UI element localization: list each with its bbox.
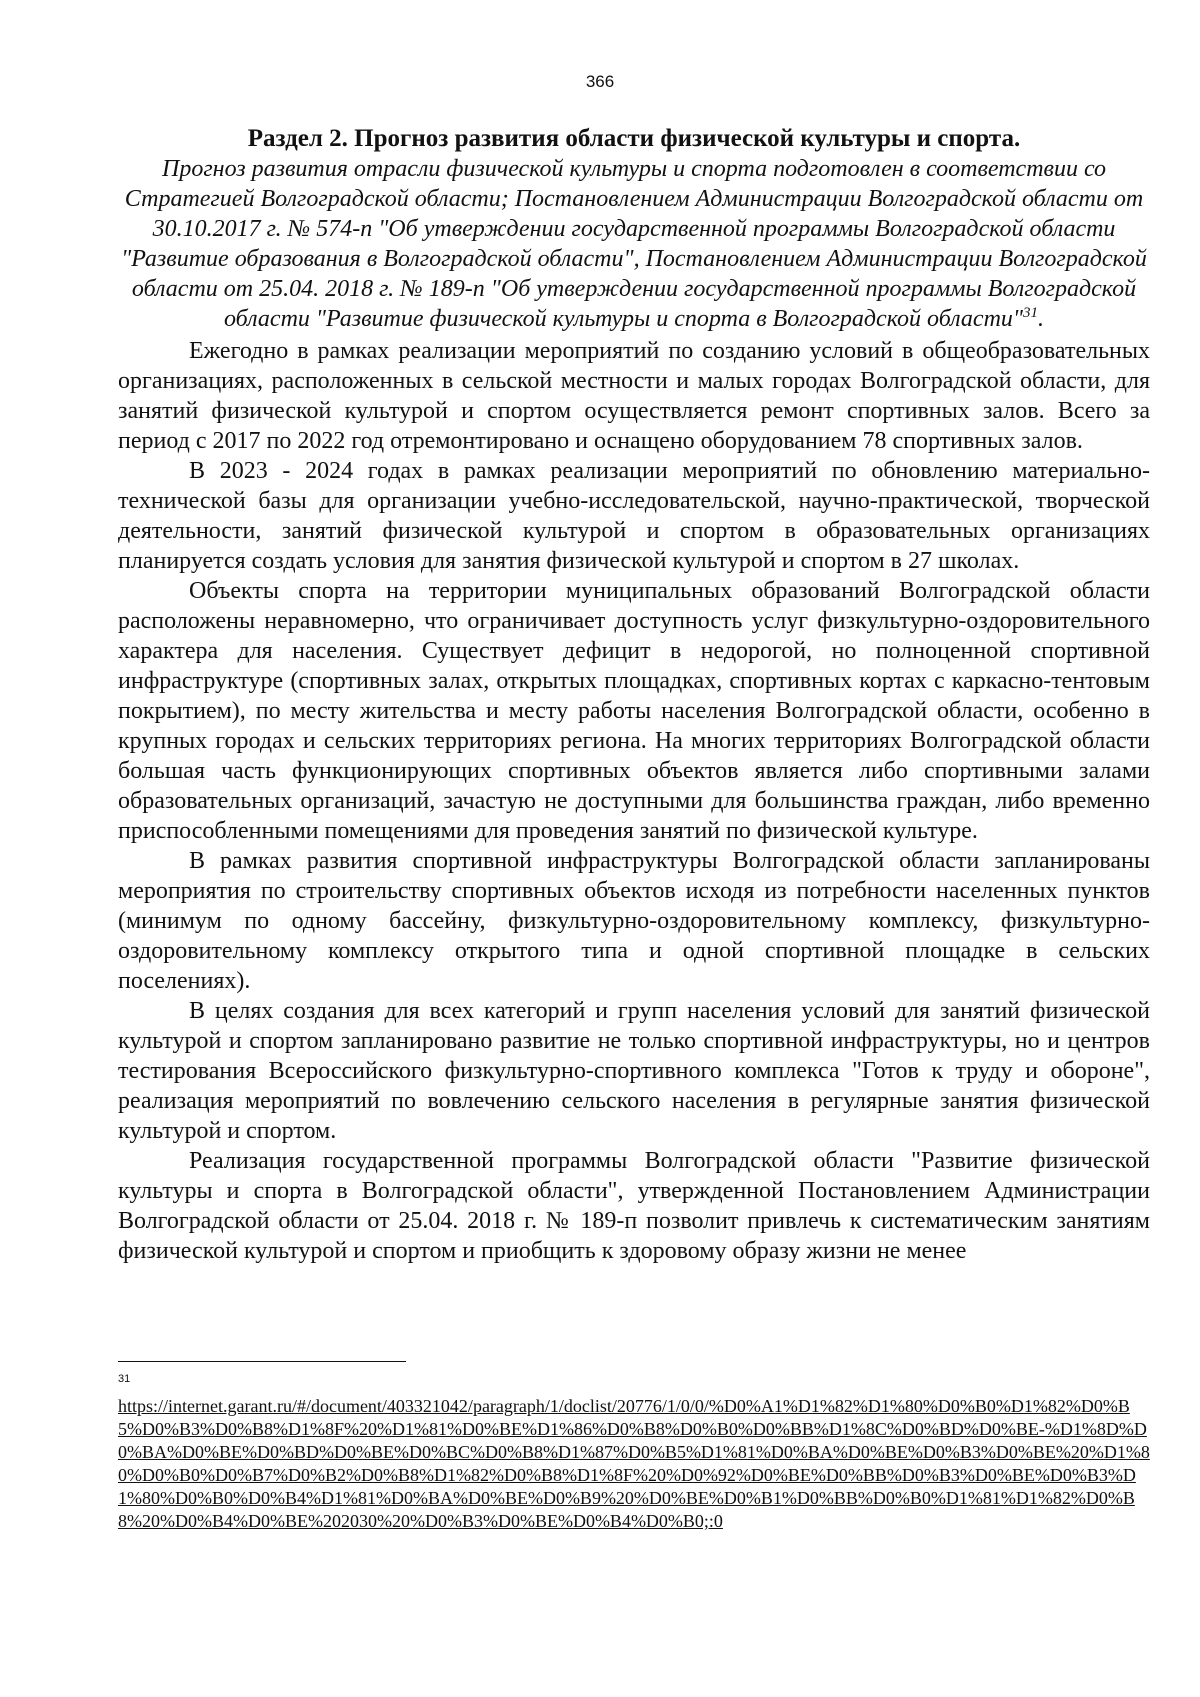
footnote-marker: 31: [118, 1373, 131, 1385]
page-number: 366: [585, 72, 615, 91]
epigraph-text: Прогноз развития отрасли физической культуры и спорта подготовлен в соответствии со Стратегией Волгоградской области; Постановлением Администрации Волгоградской области от 30.10.2017 г. № 574-п "Об утверждении государственной программы Волгоградской области "Развитие образования в Волгоградской области", Постановлением Администрации Волгоградской области от 25.04. 2018 г. № 189-п "Об утверждении государственной программы Волгоградской области "Развитие физической культуры и спорта в Волгоградской области": [121, 156, 1147, 332]
paragraph-gto-centers: В целях создания для всех категорий и групп населения условий для занятий физической культурой и спортом запланировано развитие не только спортивной инфраструктуры, но и центров тестирования Всероссийского физкультурно-спортивного комплекса "Готов к труду и обороне", реализация мероприятий по вовлечению сельского населения в регулярные занятия физической культурой и спортом.: [118, 998, 1150, 1144]
paragraph-program-implementation: Реализация государственной программы Волгоградской области "Развитие физической культуры и спорта в Волгоградской области", утвержденной Постановлением Администрации Волгоградской области от 25.04. 2018 г. № 189-п позволит привлечь к систематическим занятиям физической культурой и спортом и приобщить к здоровому образу жизни не менее: [118, 1148, 1150, 1264]
paragraph-gym-repairs: Ежегодно в рамках реализации мероприятий по созданию условий в общеобразовательных организациях, расположенных в сельской местности и малых городах Волгоградской области, для занятий физической культурой и спортом осуществляется ремонт спортивных залов. Всего за период с 2017 по 2022 год отремонтировано и оснащено оборудованием 78 спортивных залов.: [118, 338, 1150, 454]
epigraph: [118, 154, 1150, 334]
paragraph-infrastructure-plans: В рамках развития спортивной инфраструктуры Волгоградской области запланированы мероприятия по строительству спортивных объектов исходя из потребности населенных пунктов (минимум по одному бассейну, физкультурно-оздоровительному комплексу, физкультурно-оздоровительному комплексу открытого типа и одной спортивной площадке в сельских поселениях).: [118, 848, 1150, 994]
footnote-divider: [118, 1361, 406, 1362]
epigraph-end: .: [1037, 306, 1044, 332]
footnote-reference[interactable]: 31: [1022, 305, 1038, 321]
footnote-link[interactable]: https://internet.garant.ru/#/document/403321042/paragraph/1/doclist/20776/1/0/0/%D0%A1%D1%82%D1%80%D0%B0%D1%82%D0%B5%D0%B3%D0%B8%D1%8F%20%D1%81%D0%BE%D1%86%D0%B8%D0%B0%D0%BB%D1%8C%D0%BD%D0%BE-%D1%8D%D0%BA%D0%BE%D0%BD%D0%BE%D0%BC%D0%B8%D1%87%D0%B5%D1%81%D0%BA%D0%BE%D0%B3%D0%BE%20%D1%80%D0%B0%D0%B7%D0%B2%D0%B8%D1%82%D0%B8%D1%8F%20%D0%92%D0%BE%D0%BB%D0%B3%D0%BE%D0%B3%D1%80%D0%B0%D0%B4%D1%81%D0%BA%D0%BE%D0%B9%20%D0%BE%D0%B1%D0%BB%D0%B0%D1%81%D1%82%D0%B8%20%D0%B4%D0%BE%202030%20%D0%B3%D0%BE%D0%B4%D0%B0;:0: [118, 1396, 1150, 1531]
paragraph-school-conditions: В 2023 - 2024 годах в рамках реализации мероприятий по обновлению материально-технической базы для организации учебно-исследовательской, научно-практической, творческой деятельности, занятий физической культурой и спортом в образовательных организациях планируется создать условия для занятия физической культурой и спортом в 27 школах.: [118, 458, 1150, 574]
section-title: Раздел 2. Прогноз развития области физической культуры и спорта.: [247, 125, 1021, 152]
main-content: [118, 124, 1150, 1266]
paragraph-sport-facilities: Объекты спорта на территории муниципальных образований Волгоградской области расположены неравномерно, что ограничивает доступность услуг физкультурно-оздоровительного характера для населения. Существует дефицит в недорогой, но полноценной спортивной инфраструктуре (спортивных залах, открытых площадках, спортивных кортах с каркасно-тентовым покрытием), по месту жительства и месту работы населения Волгоградской области, особенно в крупных городах и сельских территориях региона. На многих территориях Волгоградской области большая часть функционирующих спортивных объектов является либо спортивными залами образовательных организаций, зачастую не доступными для большинства граждан, либо временно приспособленными помещениями для проведения занятий по физической культуре.: [118, 578, 1150, 844]
